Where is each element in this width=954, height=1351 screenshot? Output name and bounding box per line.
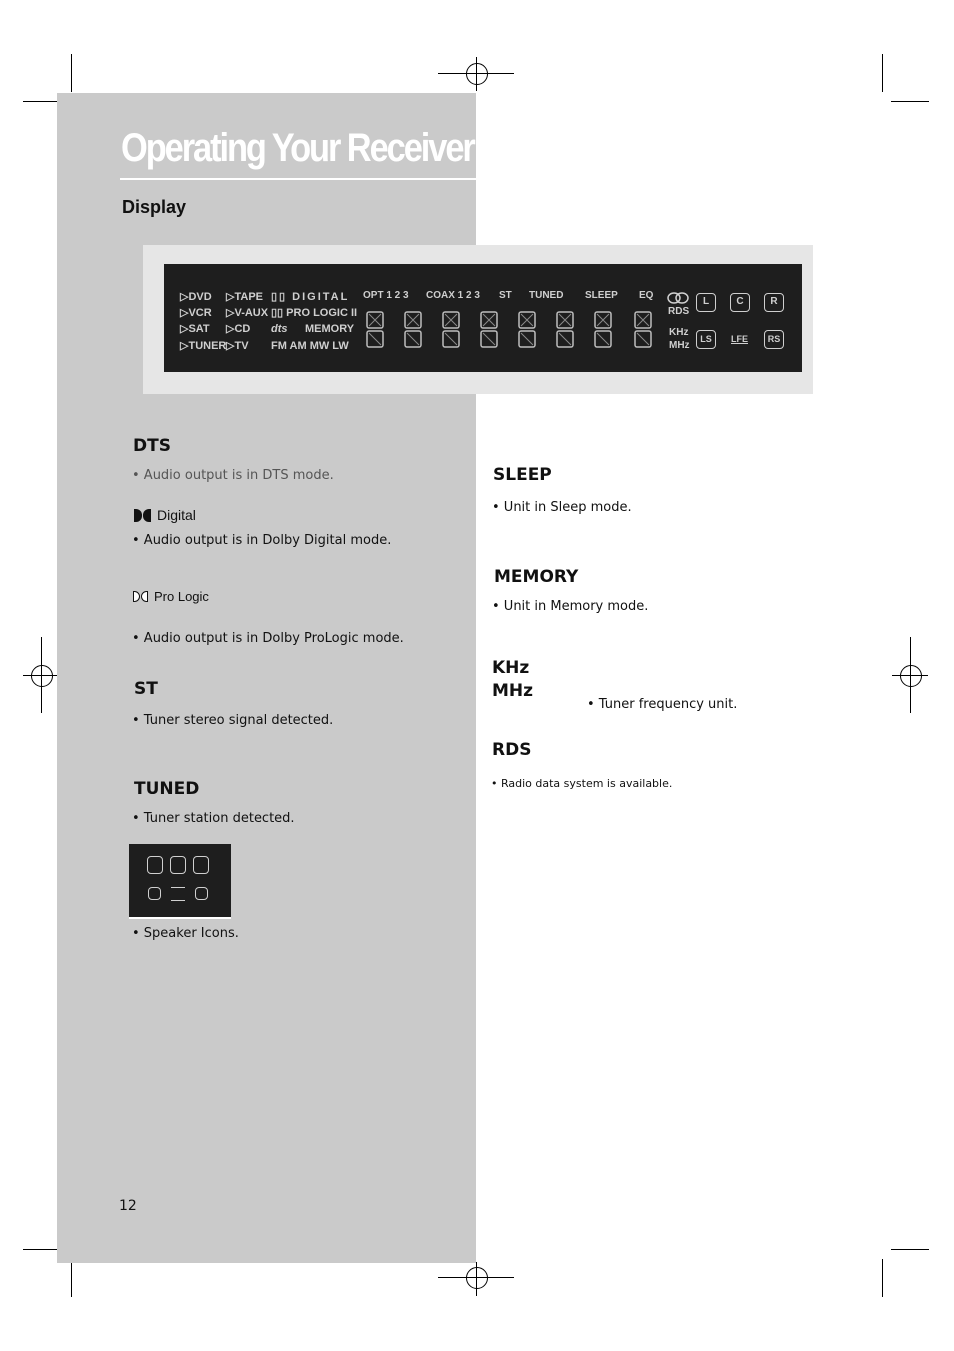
lcd-source-cd: ▷CD bbox=[226, 323, 251, 335]
rds-description: • Radio data system is available. bbox=[491, 777, 673, 790]
lcd-mhz: MHz bbox=[669, 340, 690, 351]
page-title: Operating Your Receiver bbox=[121, 126, 474, 170]
lcd-source-dvd: ▷DVD bbox=[180, 291, 212, 303]
lcd-source-sat: ▷SAT bbox=[180, 323, 210, 335]
receiver-lcd-display bbox=[164, 264, 802, 372]
speaker-rs-icon bbox=[195, 887, 208, 900]
lcd-dolby-digital: ▯▯ DIGITAL bbox=[271, 291, 350, 303]
dolby-digital-label: Digital bbox=[134, 507, 196, 523]
crop-mark bbox=[891, 101, 929, 102]
lcd-source-tuner: ▷TUNER bbox=[180, 340, 227, 352]
speaker-lfe-icon: LFE bbox=[731, 334, 748, 344]
section-subtitle: Display bbox=[122, 197, 187, 217]
crop-mark bbox=[71, 54, 72, 92]
rds-heading: RDS bbox=[492, 740, 532, 760]
speaker-r-icon: R bbox=[764, 293, 784, 312]
lcd-digit bbox=[441, 310, 461, 350]
lcd-digit bbox=[593, 310, 613, 350]
pro-logic-label: Pro Logic bbox=[133, 589, 209, 604]
mhz-heading: MHz bbox=[492, 681, 534, 701]
lcd-digit bbox=[365, 310, 385, 350]
speaker-ls-icon bbox=[148, 887, 161, 900]
lcd-bands: FM AM MW LW bbox=[271, 340, 349, 352]
memory-heading: MEMORY bbox=[494, 567, 579, 587]
lcd-tuned: TUNED bbox=[529, 290, 564, 301]
lcd-st: ST bbox=[499, 290, 512, 301]
title-underline bbox=[120, 178, 476, 180]
crop-mark bbox=[882, 54, 883, 92]
speaker-c-icon bbox=[170, 856, 186, 874]
crop-mark bbox=[891, 1249, 929, 1250]
lcd-digit bbox=[479, 310, 499, 350]
dolby-double-d-icon bbox=[133, 591, 148, 602]
speaker-l-icon bbox=[147, 856, 163, 874]
lcd-digit bbox=[633, 310, 653, 350]
sleep-description: • Unit in Sleep mode. bbox=[492, 500, 632, 515]
sleep-heading: SLEEP bbox=[493, 465, 552, 485]
lcd-eq: EQ bbox=[639, 290, 654, 301]
speaker-r-icon bbox=[193, 856, 209, 874]
crop-mark bbox=[23, 1249, 61, 1250]
lcd-source-tape: ▷TAPE bbox=[226, 291, 263, 303]
speaker-c-icon: C bbox=[730, 293, 750, 312]
speaker-rs-icon: RS bbox=[764, 330, 784, 349]
eq-icon bbox=[667, 291, 689, 305]
crop-mark bbox=[71, 1259, 72, 1297]
lcd-source-tv: ▷TV bbox=[226, 340, 249, 352]
lcd-source-vcr: ▷VCR bbox=[180, 307, 212, 319]
speaker-lfe-icon bbox=[171, 887, 185, 901]
lcd-coax: COAX 1 2 3 bbox=[426, 290, 480, 301]
dts-heading: DTS bbox=[133, 436, 171, 456]
st-heading: ST bbox=[134, 679, 158, 699]
lcd-dts: dts bbox=[271, 323, 288, 335]
tuned-description: • Tuner station detected. bbox=[132, 811, 295, 826]
lcd-pro-logic: ▯▯ PRO LOGIC II bbox=[271, 307, 358, 319]
crop-mark bbox=[882, 1259, 883, 1297]
dolby-double-d-icon bbox=[134, 509, 151, 522]
frequency-description: • Tuner frequency unit. bbox=[587, 697, 738, 712]
lcd-digit bbox=[403, 310, 423, 350]
crop-mark bbox=[23, 101, 61, 102]
lcd-memory: MEMORY bbox=[305, 323, 355, 335]
khz-heading: KHz bbox=[492, 658, 530, 678]
tuned-heading: TUNED bbox=[134, 779, 200, 799]
dts-description: • Audio output is in DTS mode. bbox=[132, 468, 334, 483]
lcd-khz: KHz bbox=[669, 327, 689, 338]
lcd-opt: OPT 1 2 3 bbox=[363, 290, 409, 301]
lcd-rds: RDS bbox=[668, 306, 690, 317]
lcd-source-vaux: ▷V-AUX bbox=[226, 307, 269, 319]
speaker-ls-icon: LS bbox=[696, 330, 716, 349]
speaker-icons-description: • Speaker Icons. bbox=[132, 926, 239, 941]
lcd-sleep: SLEEP bbox=[585, 290, 618, 301]
prologic-description: • Audio output is in Dolby ProLogic mode. bbox=[132, 631, 404, 646]
memory-description: • Unit in Memory mode. bbox=[492, 599, 649, 614]
st-description: • Tuner stereo signal detected. bbox=[132, 713, 334, 728]
speaker-icons-panel bbox=[129, 844, 231, 919]
lcd-digit bbox=[517, 310, 537, 350]
dolby-digital-description: • Audio output is in Dolby Digital mode. bbox=[132, 533, 392, 548]
speaker-l-icon: L bbox=[696, 293, 716, 312]
page-number: 12 bbox=[119, 1198, 137, 1214]
lcd-digit bbox=[555, 310, 575, 350]
